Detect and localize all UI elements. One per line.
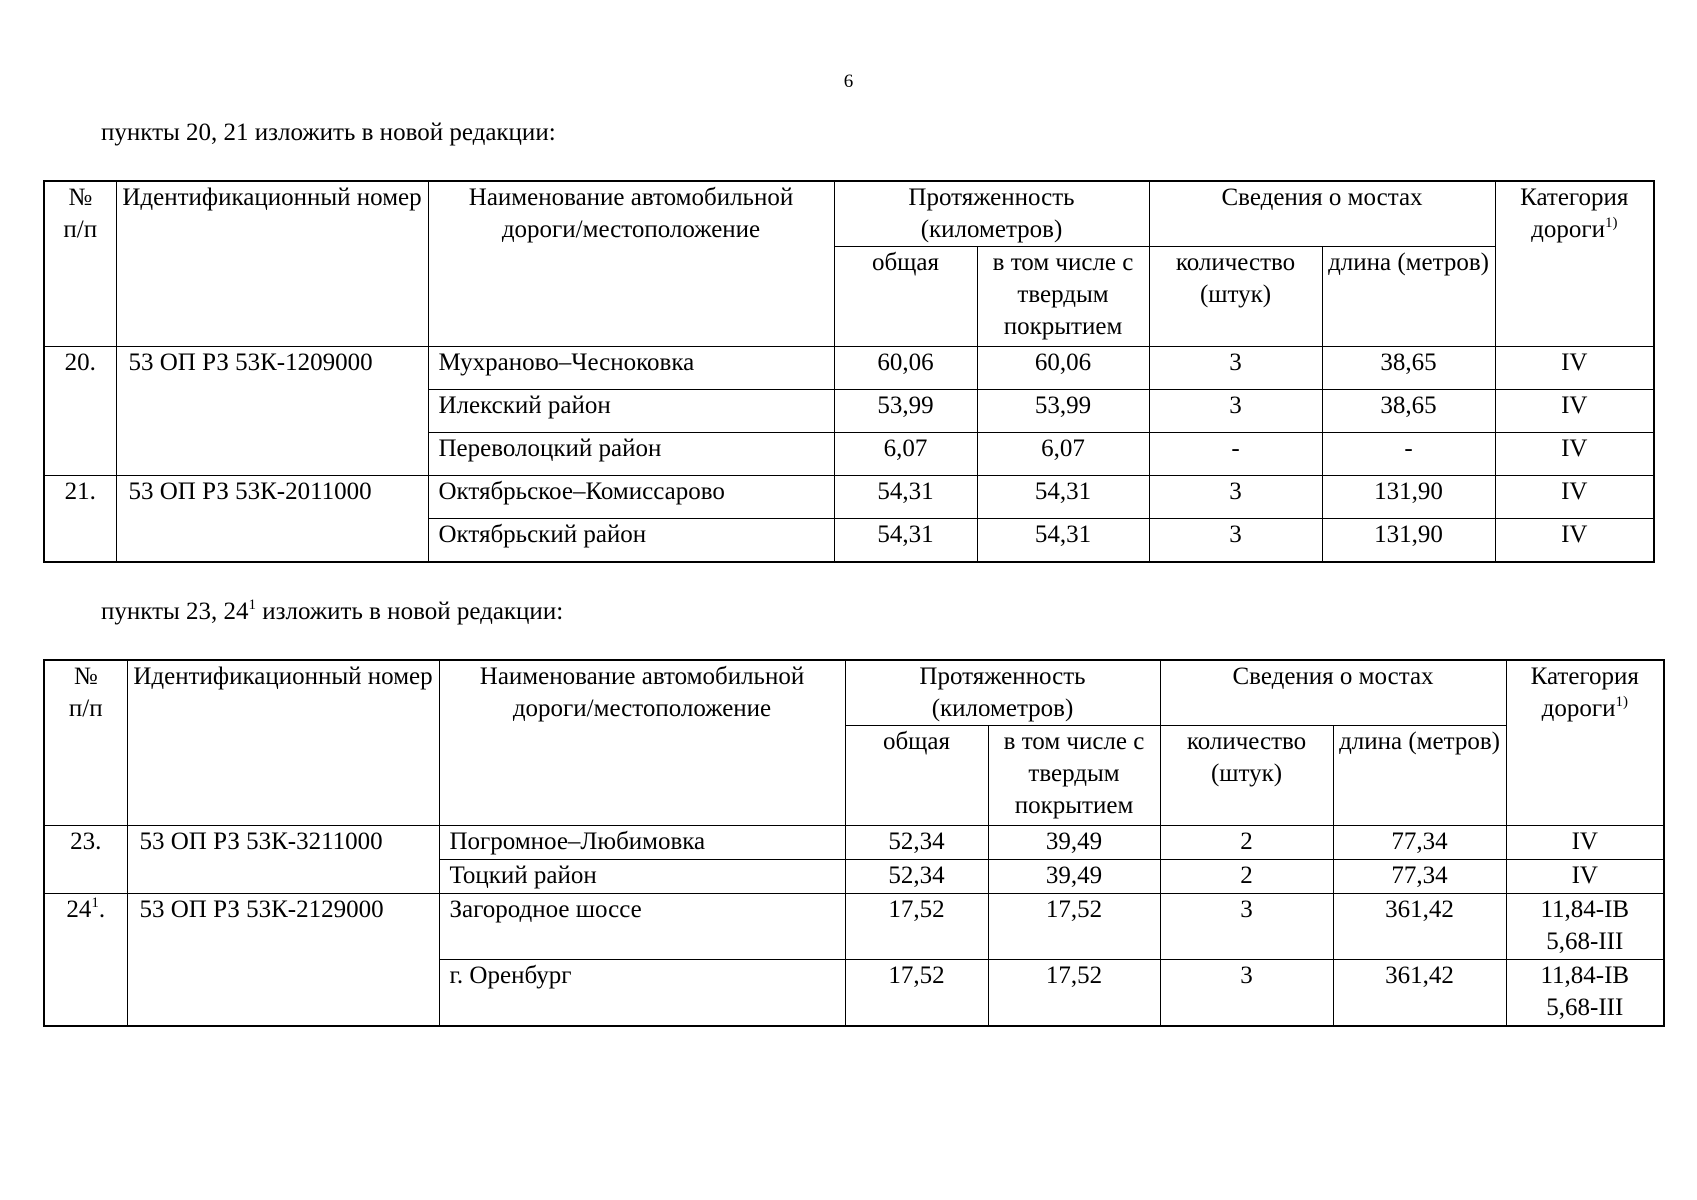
row-category: IV xyxy=(1495,390,1654,433)
row-num: 21. xyxy=(44,476,116,562)
row-count: 3 xyxy=(1149,476,1322,519)
row-category: IV xyxy=(1506,826,1664,860)
row-total: 17,52 xyxy=(845,960,988,1026)
row-count: 3 xyxy=(1160,894,1333,960)
row-length: 361,42 xyxy=(1333,894,1506,960)
table-row xyxy=(44,826,1664,860)
row-name: Тоцкий район xyxy=(439,860,845,894)
row-category: IV xyxy=(1495,433,1654,476)
row-name: Октябрьский район xyxy=(428,519,834,562)
header-length-total: общая xyxy=(845,726,988,826)
row-category: IV xyxy=(1506,860,1664,894)
row-paved: 6,07 xyxy=(977,433,1149,476)
roads-table-2 xyxy=(43,659,1665,1027)
row-name: Погромное–Любимовка xyxy=(439,826,845,860)
row-paved: 60,06 xyxy=(977,347,1149,390)
row-num: 20. xyxy=(44,347,116,476)
header-bridges: Сведения о мостах xyxy=(1149,181,1495,247)
header-length-total: общая xyxy=(834,247,977,347)
header-id: Идентификационный номер xyxy=(127,660,439,826)
table-body xyxy=(44,826,1664,1026)
row-paved: 53,99 xyxy=(977,390,1149,433)
row-name: Переволоцкий район xyxy=(428,433,834,476)
row-paved: 17,52 xyxy=(988,894,1160,960)
row-id: 53 ОП РЗ 53К-2129000 xyxy=(127,894,439,1026)
row-id: 53 ОП РЗ 53К-3211000 xyxy=(127,826,439,894)
row-category: IV xyxy=(1495,476,1654,519)
header-length-paved: в том числе с твердым покрытием xyxy=(988,726,1160,826)
header-length-paved: в том числе с твердым покрытием xyxy=(977,247,1149,347)
row-length: 77,34 xyxy=(1333,826,1506,860)
header-category: Категория дороги$^{1)}$ xyxy=(1506,660,1664,826)
row-count: 3 xyxy=(1160,960,1333,1026)
header-category: Категория дороги$^{1)}$ xyxy=(1495,181,1654,347)
row-total: 52,34 xyxy=(845,860,988,894)
intro-paragraph-1: пункты 20, 21 изложить в новой редакции: xyxy=(101,119,556,146)
table-header xyxy=(44,181,1654,347)
row-paved: 17,52 xyxy=(988,960,1160,1026)
table-body xyxy=(44,347,1654,562)
header-bridges-count: количество (штук) xyxy=(1149,247,1322,347)
header-name: Наименование автомобильной дороги/местоположение xyxy=(439,660,845,826)
table-row xyxy=(44,347,1654,390)
row-name: Загородное шоссе xyxy=(439,894,845,960)
row-count: 3 xyxy=(1149,347,1322,390)
header-length: Протяженность (километров) xyxy=(834,181,1149,247)
row-length: 38,65 xyxy=(1322,347,1495,390)
intro-paragraph-2: пункты 23, $24^1$ изложить в новой редакции: xyxy=(101,597,564,625)
row-length: 361,42 xyxy=(1333,960,1506,1026)
row-length: 131,90 xyxy=(1322,476,1495,519)
row-category: IV xyxy=(1495,347,1654,390)
row-category: 11,84-IB 5,68-III xyxy=(1506,894,1664,960)
row-num: 23. xyxy=(44,826,127,894)
table-row xyxy=(44,894,1664,960)
row-length: 38,65 xyxy=(1322,390,1495,433)
row-count: 3 xyxy=(1149,390,1322,433)
header-length: Протяженность (километров) xyxy=(845,660,1160,726)
table-header xyxy=(44,660,1664,826)
row-name: Октябрьское–Комиссарово xyxy=(428,476,834,519)
row-name: Мухраново–Чесноковка xyxy=(428,347,834,390)
row-total: 6,07 xyxy=(834,433,977,476)
row-id: 53 ОП РЗ 53К-1209000 xyxy=(116,347,428,476)
row-count: 2 xyxy=(1160,860,1333,894)
row-num: $24^1$. xyxy=(44,894,127,1026)
row-length: 77,34 xyxy=(1333,860,1506,894)
header-num: № п/п xyxy=(44,660,127,826)
page-number: 6 xyxy=(843,71,854,92)
row-count: - xyxy=(1149,433,1322,476)
roads-table-1 xyxy=(43,180,1655,563)
header-name: Наименование автомобильной дороги/местоположение xyxy=(428,181,834,347)
row-paved: 54,31 xyxy=(977,519,1149,562)
row-id: 53 ОП РЗ 53К-2011000 xyxy=(116,476,428,562)
row-length: 131,90 xyxy=(1322,519,1495,562)
table-row xyxy=(44,476,1654,519)
row-total: 53,99 xyxy=(834,390,977,433)
row-length: - xyxy=(1322,433,1495,476)
header-bridges-length: длина (метров) xyxy=(1333,726,1506,826)
row-category: 11,84-IB 5,68-III xyxy=(1506,960,1664,1026)
header-bridges: Сведения о мостах xyxy=(1160,660,1506,726)
header-bridges-count: количество (штук) xyxy=(1160,726,1333,826)
row-paved: 54,31 xyxy=(977,476,1149,519)
row-total: 54,31 xyxy=(834,476,977,519)
row-name: Илекский район xyxy=(428,390,834,433)
row-paved: 39,49 xyxy=(988,860,1160,894)
row-total: 52,34 xyxy=(845,826,988,860)
header-id: Идентификационный номер xyxy=(116,181,428,347)
row-total: 54,31 xyxy=(834,519,977,562)
row-total: 17,52 xyxy=(845,894,988,960)
row-total: 60,06 xyxy=(834,347,977,390)
row-category: IV xyxy=(1495,519,1654,562)
row-count: 3 xyxy=(1149,519,1322,562)
row-paved: 39,49 xyxy=(988,826,1160,860)
row-count: 2 xyxy=(1160,826,1333,860)
header-num: № п/п xyxy=(44,181,116,347)
row-name: г. Оренбург xyxy=(439,960,845,1026)
header-bridges-length: длина (метров) xyxy=(1322,247,1495,347)
